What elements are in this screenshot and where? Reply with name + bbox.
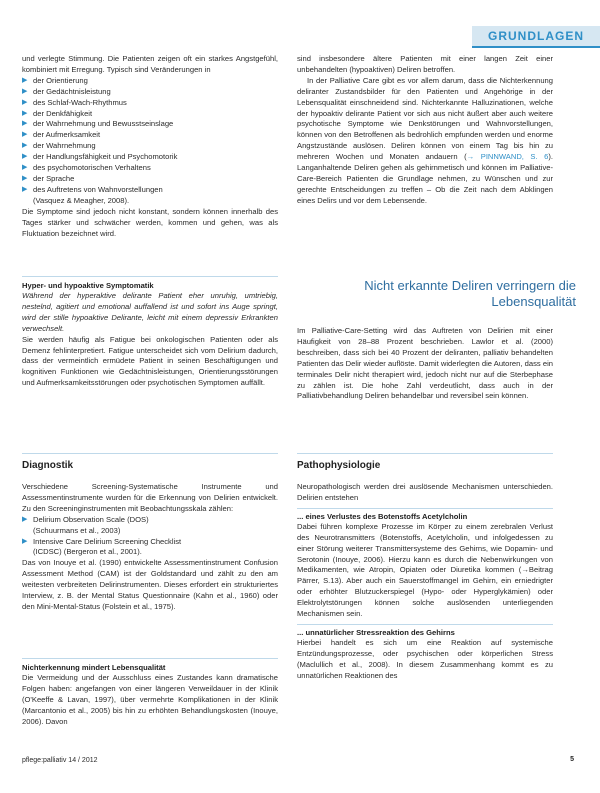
acetylcholin-body: Dabei führen komplexe Prozesse im Körper zu einem zerebralen Verlust des Neurotransmitters (Botenstoffs, Acetylcholin, und infolgedessen zu einer Störung weiterer Transmittersysteme des Gehirns, wie Dopamin- und Serotonin (Inouye, 2006). Hierzu kann es durch die Nebenwirkungen von Medikamenten, wie Atropin, Opiaten oder Diuretika kommen (→Beitrag Pärrer, S.13). Aber auch ein Sauerstoffmangel im Gehirn, ein erniedrigter oder erhöhter Blutzuckerspiegel (Hypo- oder Hyperglykämien) oder Elektrolytstörungen können solche auslösenden unterliegenden Mechanismen sein.	[297, 521, 553, 619]
divider	[297, 624, 553, 625]
patho-intro: Neuropathologisch werden drei auslösende Mechanismen unterschieden. Delirien entstehen	[297, 482, 553, 502]
fluctuation-text: Die Symptome sind jedoch nicht konstant, sondern können innerhalb des Tages stärker und schwächer werden, kommen und gehen, was als Fluktuation bezeichnet wird.	[22, 206, 278, 238]
bullet-arrow-icon: ▶	[22, 185, 28, 193]
right-mid-column	[297, 326, 553, 402]
divider	[297, 453, 553, 454]
pathophysiologie-section	[297, 482, 553, 682]
right-top-column	[297, 54, 553, 207]
list-item: ▶ des Schlaf-Wach-Rhythmus	[22, 97, 127, 107]
list-item: ▶ der Gedächtnisleistung	[22, 86, 111, 96]
right-intro-text: sind insbesondere ältere Patienten mit einer langen Zeit einer unbehandelten (hypoaktiven) Deliren betroffen.	[297, 54, 553, 74]
list-item: ▶ des Auftretens von Wahnvorstellungen	[22, 184, 163, 194]
prevalence-text: Im Palliative-Care-Setting wird das Auftreten von Delirien mit einer Häufigkeit von 28–88 Prozent beschrieben. Lawlor et al. (2000) beschreiben, dass sich bei 40 Prozent der deliranten, palliativ behandelten Patienten das Delir wieder auflöste. Damit widerlegten die Autoren, dass ein terminales Delir nicht therapiert wird, jedoch nicht nur auf die Sterbephase zu zählen ist. Die hohe Zahl verdeutlicht, dass auch in der Palliativbehandlung Deliren behandelbar und reversibel sein können.	[297, 326, 553, 401]
divider	[22, 276, 278, 277]
hyper-hypo-section	[22, 281, 278, 389]
divider	[22, 658, 278, 659]
screening-list	[22, 515, 278, 559]
list-item: ▶ der Wahrnehmung	[22, 141, 96, 151]
list-item: ▶ Intensive Care Delirium Screening Checklist	[22, 536, 182, 546]
bullet-arrow-icon: ▶	[22, 98, 28, 106]
symptom-list	[22, 76, 278, 207]
pinnwand-link[interactable]: → PINNWAND, S. 6	[466, 152, 549, 162]
diagnostik-section	[22, 482, 278, 613]
pathophysiologie-title: Pathophysiologie	[297, 460, 381, 471]
nichterkennung-body: Die Vermeidung und der Ausschluss eines Zustandes kann dramatische Folgen haben: angefangen von einer längeren Verweildauer in der Klinik (O'Keeffe & Lavan, 1997), über vermehrte Komplikationen in der Klinik (Marcantonio et al., 2005) bis hin zu erhöhten Behandlungskosten (Inouye, 2006). Davon	[22, 673, 278, 726]
bullet-arrow-icon: ▶	[22, 120, 28, 128]
bullet-arrow-icon: ▶	[22, 109, 28, 117]
list-item: ▶ der Orientierung	[22, 75, 88, 85]
bullet-arrow-icon: ▶	[22, 131, 28, 139]
list-item: (ICDSC) (Bergeron et al., 2001).	[33, 547, 142, 557]
page-number: 5	[570, 756, 574, 763]
list-item: ▶ des psychomotorischen Verhaltens	[22, 163, 151, 173]
list-item: ▶ der Wahrnehmung und Bewusstseinslage	[22, 119, 174, 129]
stress-body: Hierbei handelt es sich um eine Reaktion auf systemische Entzündungsprozesse, oder psychischen oder körperlichen Stress (Maclullich et al., 2008). In diesem Zusammenhang kommt es zu unnatürlichen Reaktionen des	[297, 637, 553, 680]
journal-footer: pflege:palliativ 14 / 2012	[22, 757, 98, 764]
diagnostik-intro: Verschiedene Screening-Systematische Instrumente und Assessmentinstrumente wurden für die Erkennung von Delirien entwickelt. Zu den Screeninginstrumenten mit Beobachtungsskala zählen:	[22, 482, 278, 513]
bullet-arrow-icon: ▶	[22, 76, 28, 84]
acetylcholin-heading: ... eines Verlustes des Botenstoffs Acetylcholin	[297, 511, 468, 521]
bullet-arrow-icon: ▶	[22, 515, 28, 523]
intro-text: und verlegte Stimmung. Die Patienten zeigen oft ein starkes Angstgefühl, kombiniert mit Erregung. Typisch sind Veränderungen in	[22, 54, 278, 74]
section-tab	[472, 26, 600, 48]
stress-heading: ... unnatürlicher Stressreaktion des Gehirns	[297, 627, 455, 637]
list-item: ▶ der Sprache	[22, 173, 75, 183]
bullet-arrow-icon: ▶	[22, 537, 28, 545]
hyper-hypo-heading: Hyper- und hypoaktive Symptomatik	[22, 281, 154, 290]
cam-text: Das von Inouye et al. (1990) entwickelte Assessmentinstrument Confusion Assessment Method (CAM) ist der Goldstandard und zählt zu den am weitesten verbreiteten Delirinstrumenten. Dieses erfordert ein strukturiertes Interview, z. B. der Mental Status Questionnaire (Kahn et al., 1960) oder den Mini-Mental-Status (Folstein et al., 1975).	[22, 558, 278, 611]
section-label: GRUNDLAGEN	[488, 29, 584, 43]
list-item: (Schuurmans et al., 2003)	[33, 525, 121, 535]
list-item: ▶ der Denkfähigkeit	[22, 108, 93, 118]
divider	[297, 508, 553, 509]
hyper-hypo-body: Sie werden häufig als Fatigue bei onkologischen Patienten oder als Demenz fehlinterpretiert. Fatigue unterscheidet sich vom Delirium dadurch, dass der vermeintlich ermüdete Patient in seinen Beschäftigungen und kognitiven Funktionen wie Gedächtnisleistungen, Orientierungsstörungen und Aufmerksamkeitsstörungen oder psychotischen Symptomen auffällt.	[22, 334, 278, 388]
pull-quote: Nicht erkannte Deliren verringern die Lebensqualität	[364, 278, 576, 309]
bullet-arrow-icon: ▶	[22, 142, 28, 150]
hyper-hypo-lead: Während der hyperaktive delirante Patient eher unruhig, umtriebig, nestelnd, agitiert und emotional auffallend ist und sofort ins Auge springt, wird der stille hypoaktive Delirante, leicht mit einem depressiv Erkrankten verwechselt.	[22, 291, 278, 333]
diagnostik-title: Diagnostik	[22, 460, 74, 471]
list-item: ▶ Delirium Observation Scale (DOS)	[22, 514, 149, 524]
nichterkennung-heading: Nichterkennung mindert Lebensqualität	[22, 663, 166, 672]
bullet-arrow-icon: ▶	[22, 164, 28, 172]
bullet-arrow-icon: ▶	[22, 174, 28, 182]
list-item: ▶ der Aufmerksamkeit	[22, 130, 101, 140]
left-top-column	[22, 54, 278, 239]
bullet-arrow-icon: ▶	[22, 87, 28, 95]
list-item: ▶ der Handlungsfähigkeit und Psychomotorik	[22, 152, 178, 162]
palliative-text: In der Palliative Care gibt es vor allem darum, dass die Nichterkennung deliranter Zustandsbilder für den Patienten und Angehörige in der Lebensqualität einschneidend sind. Nichterkannte Halluzinationen, welche der hypoaktiv delirante Patient vor sich aus nicht äußert aber auch weitere psychotische Symptome wie Denkstörungen und Wahnvorstellungen, können von den Betroffenen als bedrohlich empfunden werden und enorme Angstzustände auslösen. Deliren können von einem Tag bis hin zu mehreren Wochen und Monaten andauern (→ PINNWAND, S. 6). Langanhaltende Deliren gehen als gehirnmetisch und können im Palliative-Care-Bereich Patienten die Grundlage nehmen, zu Wünschen und zur gerechte Entscheidungen zu treffen – Ob die Zeit nach dem Abklingen eines Delirs und vor dem Lebensende.	[297, 75, 553, 205]
divider	[22, 453, 278, 454]
nichterkennung-section	[22, 663, 278, 728]
list-item: (Vasquez & Meagher, 2008).	[33, 195, 130, 205]
bullet-arrow-icon: ▶	[22, 153, 28, 161]
